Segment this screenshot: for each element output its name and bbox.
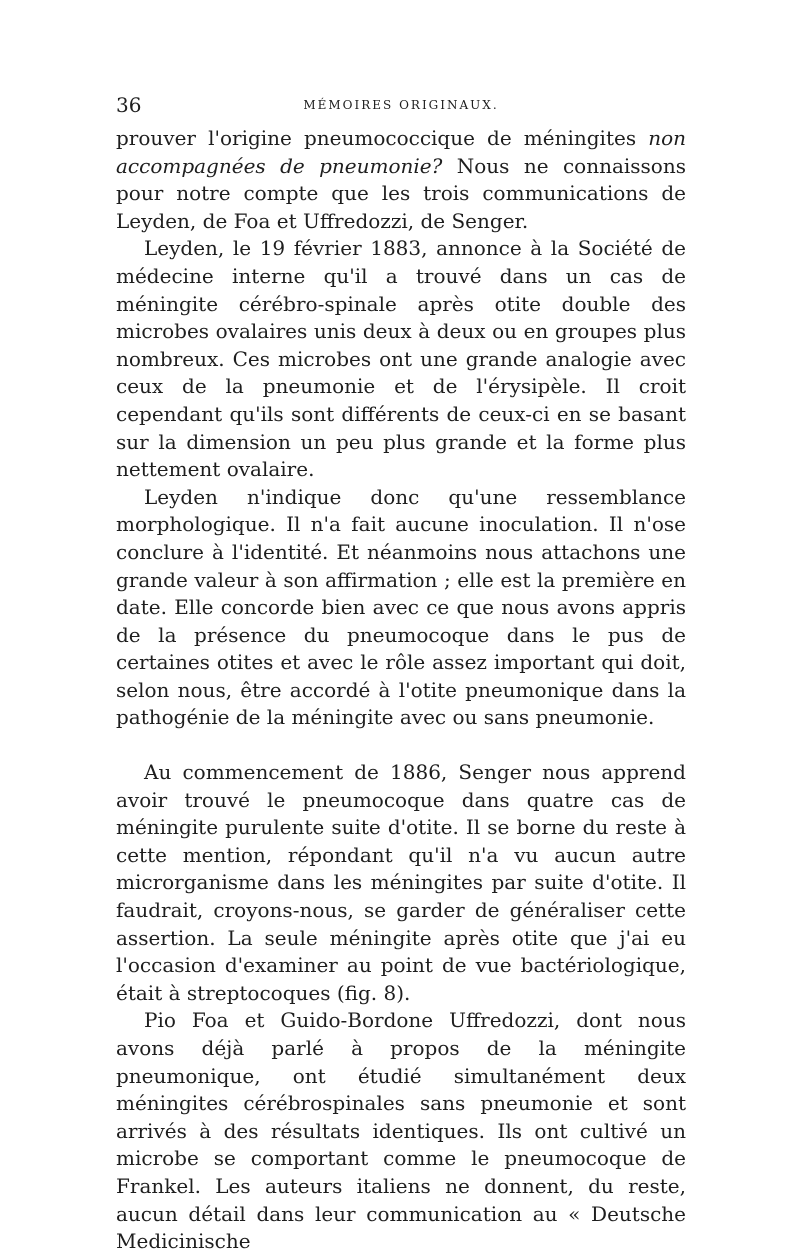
paragraph-1-italic: non accompagnées de pneumonie? xyxy=(116,126,686,178)
body-text xyxy=(116,125,686,1256)
paragraph-1-text: prouver l'origine pneumococcique de méningites xyxy=(116,126,649,150)
paragraph-3: Leyden n'indique donc qu'une ressemblance morphologique. Il n'a fait aucune inoculation. Il n'ose conclure à l'identité. Et néanmoins nous attachons une grande valeur à son affirmation ; elle est la première en date. Elle concorde bien avec ce que nous avons appris de la présence du pneumocoque dans le pus de certaines otites et avec le rôle assez important qui doit, selon nous, être accordé à l'otite pneumonique dans la pathogénie de la méningite avec ou sans pneumonie. xyxy=(116,484,686,730)
page-header xyxy=(116,93,686,123)
page-number: 36 xyxy=(116,93,142,117)
paragraph-2: Leyden, le 19 février 1883, annonce à la Société de médecine interne qu'il a trouvé dans un cas de méningite cérébro-spinale après otite double des microbes ovalaires unis deux à deux ou en groupes plus nombreux. Ces microbes ont une grande analogie avec ceux de la pneumonie et de l'érysipèle. Il croit cependant qu'ils sont différents de ceux-ci en se basant sur la dimension un peu plus grande et la forme plus nettement ovalaire. xyxy=(116,236,686,482)
running-title: MÉMOIRES ORIGINAUX. xyxy=(303,98,499,112)
paragraph-1-text-end: Nous ne connaissons pour notre compte que les trois communications de Leyden, de Foa et Uffredozzi, de Senger. xyxy=(116,153,686,233)
paragraph-4: Au commencement de 1886, Senger nous apprend avoir trouvé le pneumocoque dans quatre cas de méningite purulente suite d'otite. Il se borne du reste à cette mention, répondant qu'il n'a vu aucun autre microrganisme dans les méningites par suite d'otite. Il faudrait, croyons-nous, se garder de généraliser cette assertion. La seule méningite après otite que j'ai eu l'occasion d'examiner au point de vue bactériologique, était à streptocoques (fig. 8). xyxy=(116,760,686,1005)
paragraph-5: Pio Foa et Guido-Bordone Uffredozzi, dont nous avons déjà parlé à propos de la méningite pneumonique, ont étudié simultanément deux méningites cérébrospinales sans pneumonie et sont arrivés à des résultats identiques. Ils ont cultivé un microbe se comportant comme le pneumocoque de Frankel. Les auteurs italiens ne donnent, du reste, aucun détail dans leur communication au « Deutsche Medicinische xyxy=(116,1008,686,1254)
paragraph-1 xyxy=(116,125,686,235)
